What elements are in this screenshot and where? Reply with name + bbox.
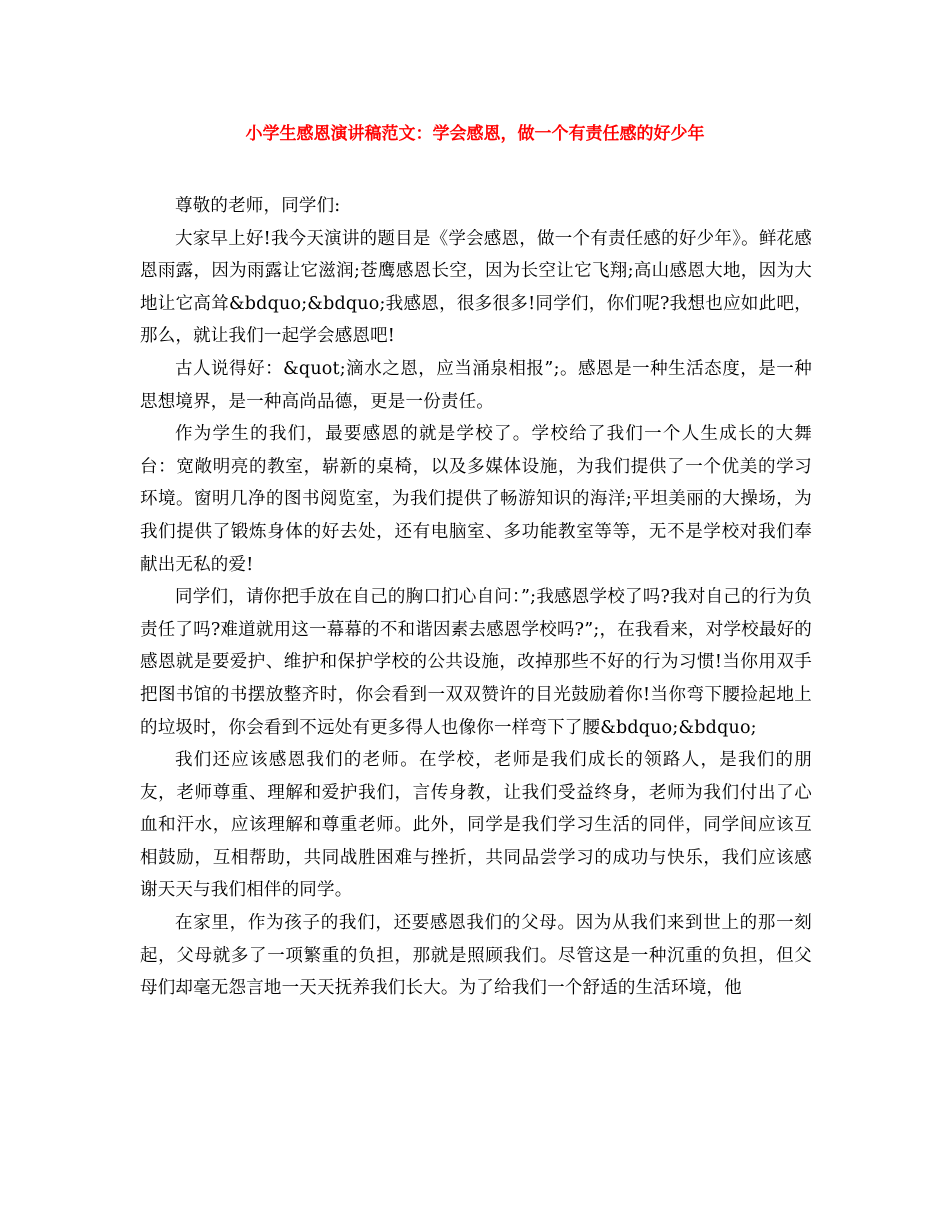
paragraph-proverb: 古人说得好：&quot;滴水之恩，应当涌泉相报”;。感恩是一种生活态度，是一种思想境界，是一种高尚品德，更是一份责任。 [140, 358, 812, 412]
paragraph-parents: 在家里，作为孩子的我们，还要感恩我们的父母。因为从我们来到世上的那一刻起，父母就多了一项繁重的负担，那就是照顾我们。尽管这是一种沉重的负担，但父母们却毫无怨言地一天天抚养我们长大。为了给我们一个舒适的生活环境，他 [140, 913, 812, 999]
document-title: 小学生感恩演讲稿范文：学会感恩，做一个有责任感的好少年 [245, 124, 705, 144]
paragraph-self-reflection: 同学们，请你把手放在自己的胸口扪心自问：”;我感恩学校了吗?我对自己的行为负责任了吗?难道就用这一幕幕的不和谐因素去感恩学校吗?”;，在我看来，对学校最好的感恩就是要爱护、维护和保护学校的公共设施，改掉那些不好的行为习惯!当你用双手把图书馆的书摆放整齐时，你会看到一双双赞许的目光鼓励着你!当你弯下腰捡起地上的垃圾时，你会看到不远处有更多得人也像你一样弯下了腰&bdquo;&bdquo; [140, 587, 812, 738]
paragraph-school: 作为学生的我们，最要感恩的就是学校了。学校给了我们一个人生成长的大舞台：宽敞明亮的教室，崭新的桌椅，以及多媒体设施，为我们提供了一个优美的学习环境。窗明几净的图书阅览室，为我们提供了畅游知识的海洋;平坦美丽的大操场，为我们提供了锻炼身体的好去处，还有电脑室、多功能教室等等，无不是学校对我们奉献出无私的爱! [140, 424, 812, 575]
paragraph-greeting: 尊敬的老师，同学们: [175, 196, 341, 216]
paragraph-teachers: 我们还应该感恩我们的老师。在学校，老师是我们成长的领路人，是我们的朋友，老师尊重、理解和爱护我们，言传身教，让我们受益终身，老师为我们付出了心血和汗水，应该理解和尊重老师。此外，同学是我们学习生活的同伴，同学间应该互相鼓励，互相帮助，共同战胜困难与挫折，共同品尝学习的成功与快乐，我们应该感谢天天与我们相伴的同学。 [140, 750, 812, 901]
document-body [140, 190, 812, 1005]
paragraph-opening: 大家早上好!我今天演讲的题目是《学会感恩，做一个有责任感的好少年》。鲜花感恩雨露，因为雨露让它滋润;苍鹰感恩长空，因为长空让它飞翔;高山感恩大地，因为大地让它高耸&bdquo;&bdquo;我感恩，很多很多!同学们，你们呢?我想也应如此吧，那么，就让我们一起学会感恩吧! [140, 228, 812, 347]
